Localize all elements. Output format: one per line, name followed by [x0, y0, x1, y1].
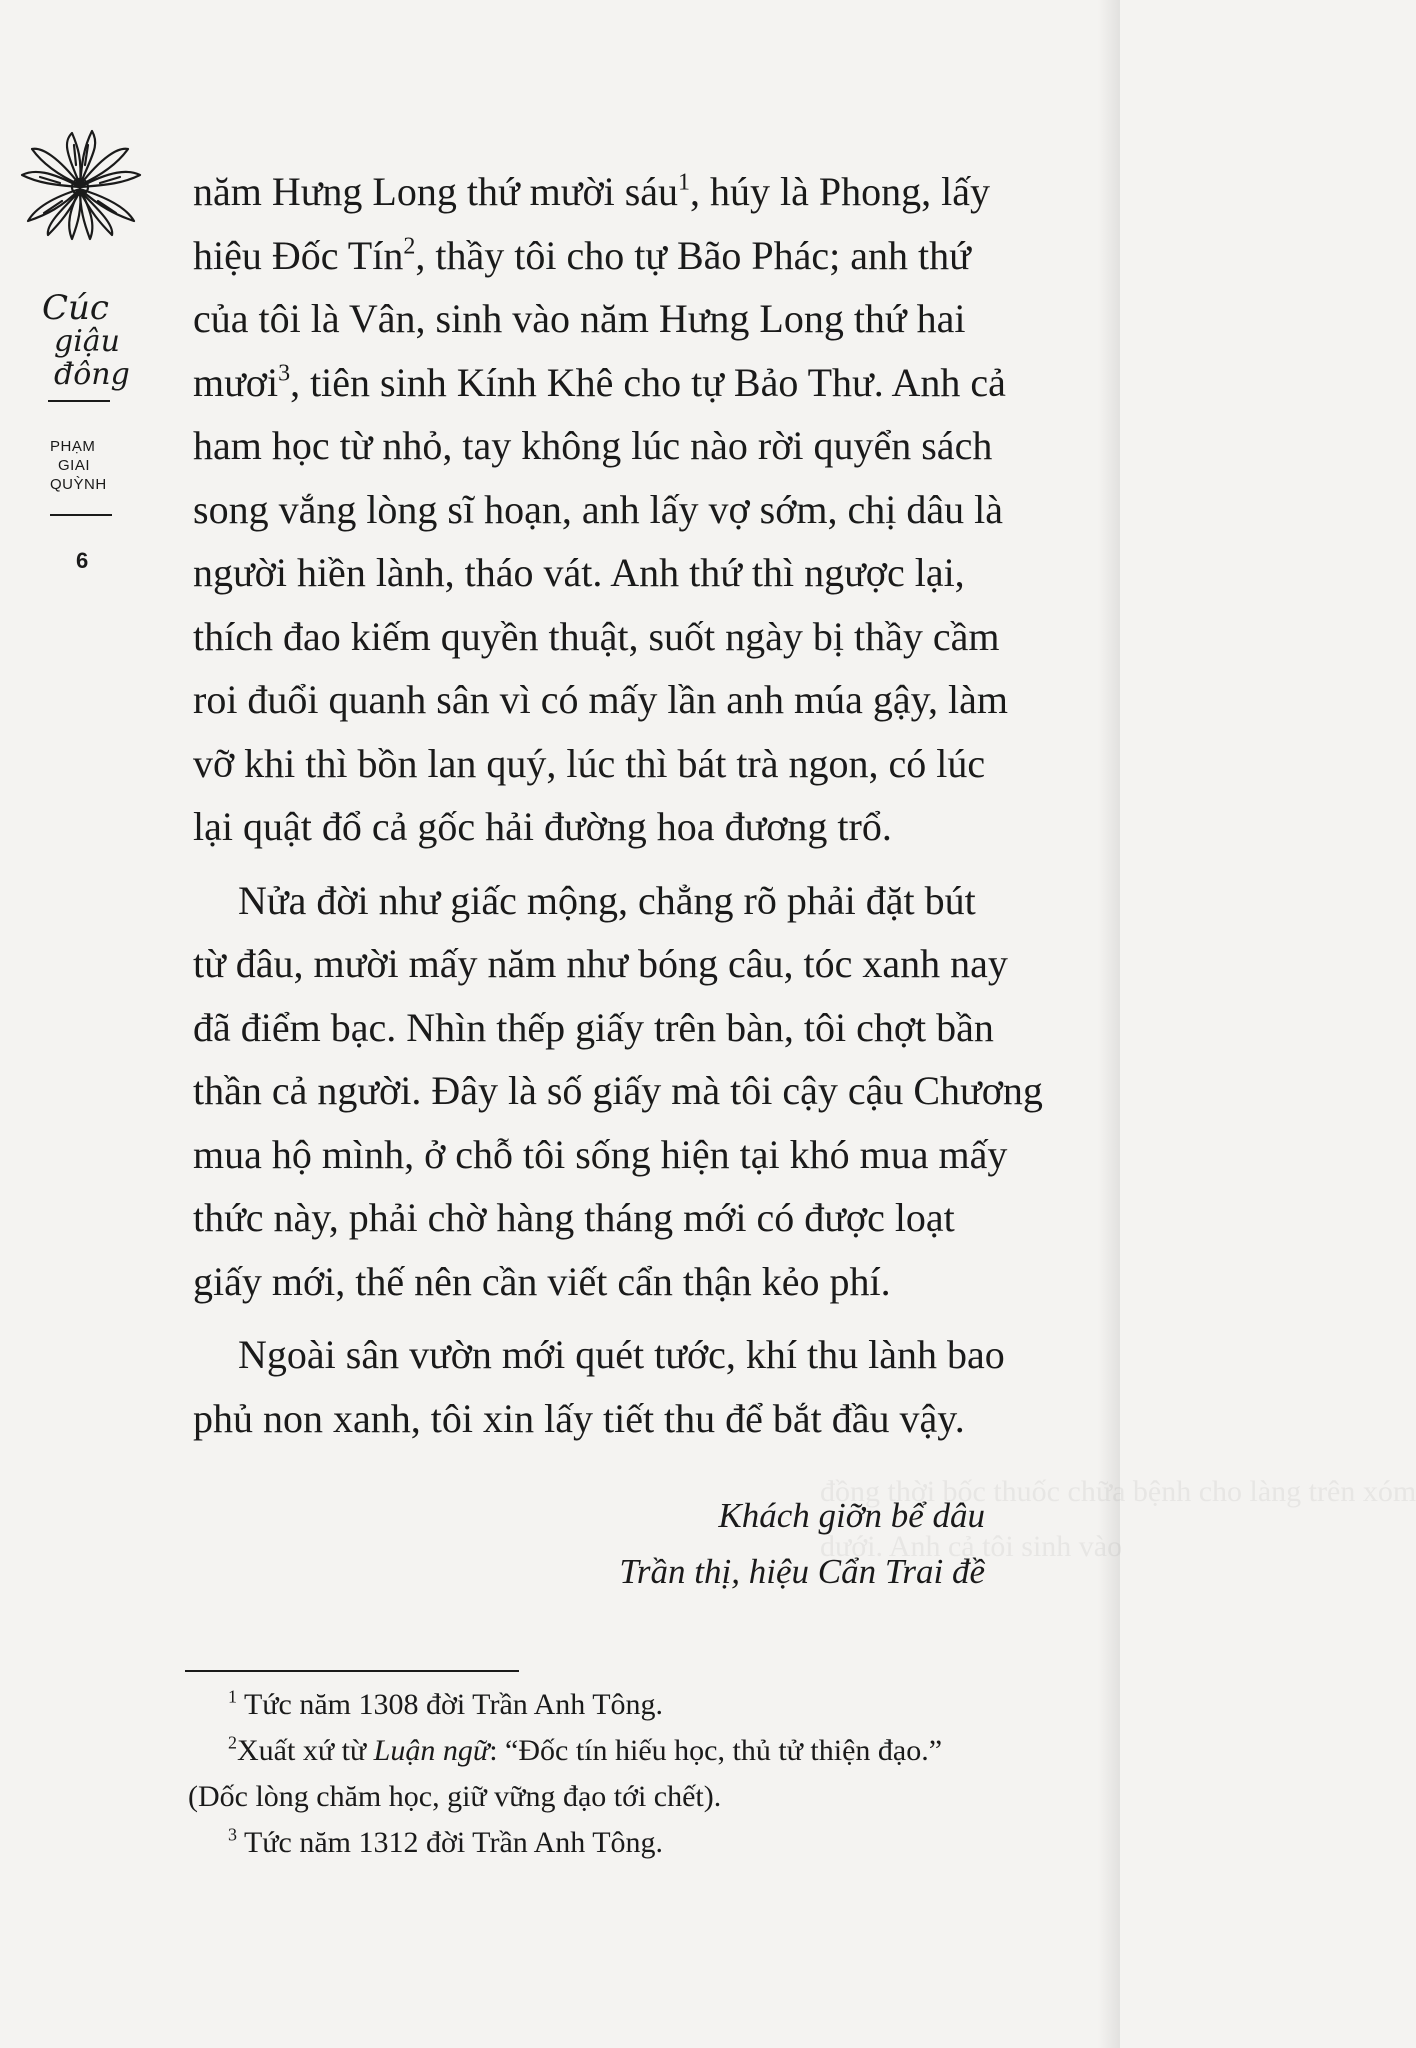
book-title-line: Cúc [42, 288, 109, 328]
text-line: song vắng lòng sĩ hoạn, anh lấy vợ sớm, chị dâu là [193, 486, 1003, 532]
footnote-ref: 2 [403, 232, 416, 259]
footnote: $^1$ Tức năm 1308 đời Trần Anh Tông. [228, 1686, 664, 1721]
show-through-text: đồng thời bốc thuốc chữa bệnh cho làng trên xóm [820, 1475, 1416, 1508]
footnote-continuation: (Dốc lòng chăm học, giữ vững đạo tới chết). [188, 1780, 722, 1813]
footnote: $^3$ Tức năm 1312 đời Trần Anh Tông. [228, 1824, 664, 1859]
text-line: Ngoài sân vườn mới quét tước, khí thu lành bao [238, 1332, 1005, 1377]
text-line: lại quật đổ cả gốc hải đường hoa đương trổ. [193, 804, 892, 849]
show-through-text: dưới. Anh cả tôi sinh vào [820, 1530, 1123, 1563]
text-line: roi đuổi quanh sân vì có mấy lần anh múa gậy, làm [193, 677, 1008, 722]
text-line: người hiền lành, tháo vát. Anh thứ thì ngược lại, [193, 550, 965, 595]
text-line: của tôi là Vân, sinh vào năm Hưng Long thứ hai [193, 296, 966, 341]
text-line: năm Hưng Long thứ mười sáu$^1$, húy là Phong, lấy [193, 169, 991, 214]
text-line: ham học từ nhỏ, tay không lúc nào rời quyển sách [193, 423, 993, 468]
footnote-divider [185, 1670, 519, 1672]
author-name [50, 437, 120, 494]
text-line: từ đâu, mười mấy năm như bóng câu, tóc xanh nay [193, 941, 1008, 986]
author-line: PHẠM [50, 438, 96, 455]
text-line: mua hộ mình, ở chỗ tôi sống hiện tại khó mua mấy [193, 1131, 1008, 1177]
footnote: $^2$Xuất xứ từ Luận ngữ: “Đốc tín hiếu học, thủ tử thiện đạo.” [228, 1732, 943, 1767]
author-line: QUỲNH [50, 476, 107, 493]
text-line: thích đao kiếm quyền thuật, suốt ngày bị thầy cầm [193, 613, 1000, 659]
signature-line: Trần thị, hiệu Cẩn Trai đề [619, 1552, 985, 1591]
text-line: hiệu Đốc Tín$^2$, thầy tôi cho tự Bão Phác; anh thứ [193, 232, 971, 278]
footnotes [188, 1682, 1028, 1866]
text-line: thức này, phải chờ hàng tháng mới có được loạt [193, 1195, 955, 1240]
chrysanthemum-icon [10, 125, 150, 275]
text-line: Nửa đời như giấc mộng, chẳng rõ phải đặt bút [238, 877, 976, 923]
footnote-ref: 1 [678, 169, 691, 196]
text-line: phủ non xanh, tôi xin lấy tiết thu để bắt đầu vậy. [193, 1395, 965, 1441]
book-title-line: giậu [54, 324, 121, 359]
page-edge [1098, 0, 1120, 2048]
page-number: 6 [76, 548, 89, 573]
text-line: vỡ khi thì bồn lan quý, lúc thì bát trà ngon, có lúc [193, 740, 986, 786]
author-line: GIAI [58, 457, 91, 474]
signature-line: Khách giỡn bể dâu [718, 1496, 985, 1535]
book-title-line: đông [54, 357, 130, 392]
title-underline [48, 400, 110, 402]
signature [585, 1488, 985, 1600]
text-line: mươi$^3$, tiên sinh Kính Khê cho tự Bảo Thư. Anh cả [193, 359, 1006, 405]
author-underline [50, 514, 112, 516]
text-line: thần cả người. Đây là số giấy mà tôi cậy cậu Chương [193, 1068, 1043, 1113]
body-text [193, 160, 1043, 1450]
text-line: giấy mới, thế nên cần viết cẩn thận kẻo phí. [193, 1258, 891, 1304]
book-title [42, 288, 130, 392]
footnote-ref: 3 [278, 359, 291, 386]
text-line: đã điểm bạc. Nhìn thếp giấy trên bàn, tôi chợt bần [193, 1004, 994, 1050]
